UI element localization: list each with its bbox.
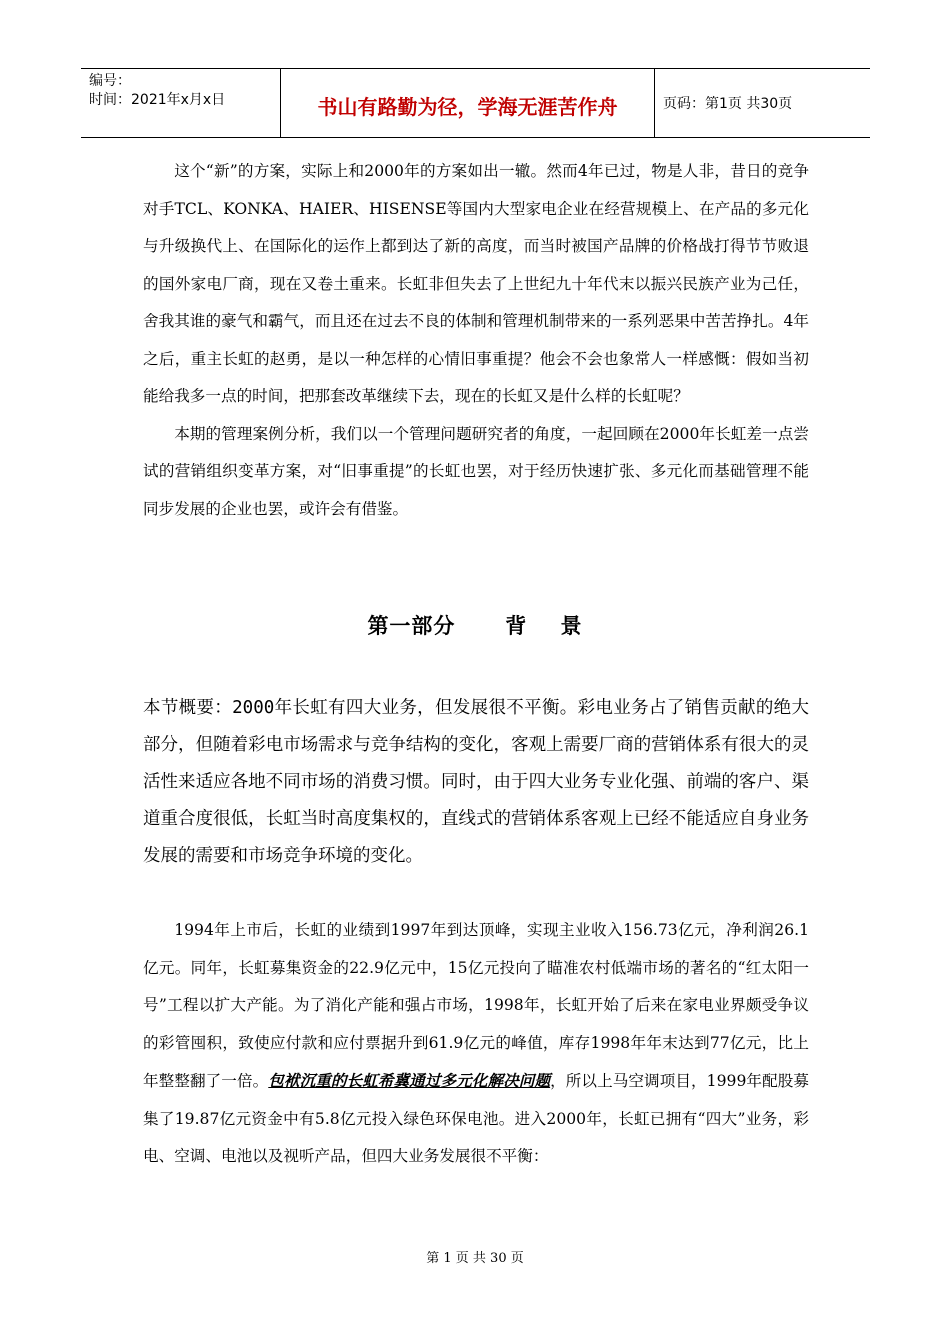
intro-paragraph-2: 本期的管理案例分析，我们以一个管理问题研究者的角度，一起回顾在2000年长虹差一点尝试的营销组织变革方案，对“旧事重提”的长虹也罢，对于经历快速扩张、多元化而基础管理不能同步发展的企业也罢，或许会有借鉴。 <box>143 424 809 518</box>
emphasized-phrase: 包袱沉重的长虹希冀通过多元化解决问题 <box>268 1071 551 1090</box>
section-summary: 本节概要：2000年长虹有四大业务，但发展很不平衡。彩电业务占了销售贡献的绝大部分，但随着彩电市场需求与竞争结构的变化，客观上需要厂商的营销体系有很大的灵活性来适应各地不同市场的消费习惯。同时，由于四大业务专业化强、前端的客户、渠道重合度很低，长虹当时高度集权的，直线式的营销体系客观上已经不能适应自身业务发展的需要和市场竞争环境的变化。 <box>143 698 809 866</box>
body-text-after-emphasis: ，所以上马空调项目，1999年配股募集了19.87亿元资金中有5.8亿元投入绿色环保电池。进入2000年，长虹已拥有“四大”业务，彩电、空调、电池以及视听产品，但四大业务发展很不平衡： <box>143 1072 809 1165</box>
document-date-label: 时间：2021年x月x日 <box>89 92 226 108</box>
body-text-before-emphasis: 1994年上市后，长虹的业绩到1997年到达顶峰，实现主业收入156.73亿元，净利润26.1亿元。同年，长虹募集资金的22.9亿元中，15亿元投向了瞄准农村低端市场的著名的“红太阳一号”工程以扩大产能。为了消化产能和强占市场，1998年，长虹开始了后来在家电业界颇受争议的彩管囤积，致使应付款和应付票据升到61.9亿元的峰值，库存1998年年末达到77亿元，比上年整整翻了一倍。 <box>143 921 809 1090</box>
header-motto: 书山有路勤为径，学海无涯苦作舟 <box>317 94 618 119</box>
header-page-cell <box>655 69 870 137</box>
header-page-info: 页码：第1页 共30页 <box>663 96 793 112</box>
header-motto-cell <box>281 69 655 137</box>
header-meta-cell <box>81 69 281 137</box>
intro-paragraph-1: 这个“新”的方案，实际上和2000年的方案如出一辙。然而4年已过，物是人非，昔日的竞争对手TCL、KONKA、HAIER、HISENSE等国内大型家电企业在经营规模上、在产品的多元化与升级换代上、在国际化的运作上都到达了新的高度，而当时被国产品牌的价格战打得节节败退的国外家电厂商，现在又卷土重来。长虹非但失去了上世纪九十年代末以振兴民族产业为己任，舍我其谁的豪气和霸气，而且还在过去不良的体制和管理机制带来的一系列恶果中苦苦挣扎。4年之后，重主长虹的赵勇，是以一种怎样的心情旧事重提？他会不会也象常人一样感慨：假如当初能给我多一点的时间，把那套改革继续下去，现在的长虹又是什么样的长虹呢？ <box>143 162 809 405</box>
page-header <box>81 68 870 138</box>
section-title: 第一部分 背 景 <box>367 614 583 638</box>
body-section <box>143 912 809 1176</box>
intro-section <box>143 153 809 528</box>
document-number-label: 编号： <box>89 73 131 89</box>
page-footer: 第 1 页 共 30 页 <box>426 1251 524 1266</box>
body-paragraph <box>143 912 809 1176</box>
